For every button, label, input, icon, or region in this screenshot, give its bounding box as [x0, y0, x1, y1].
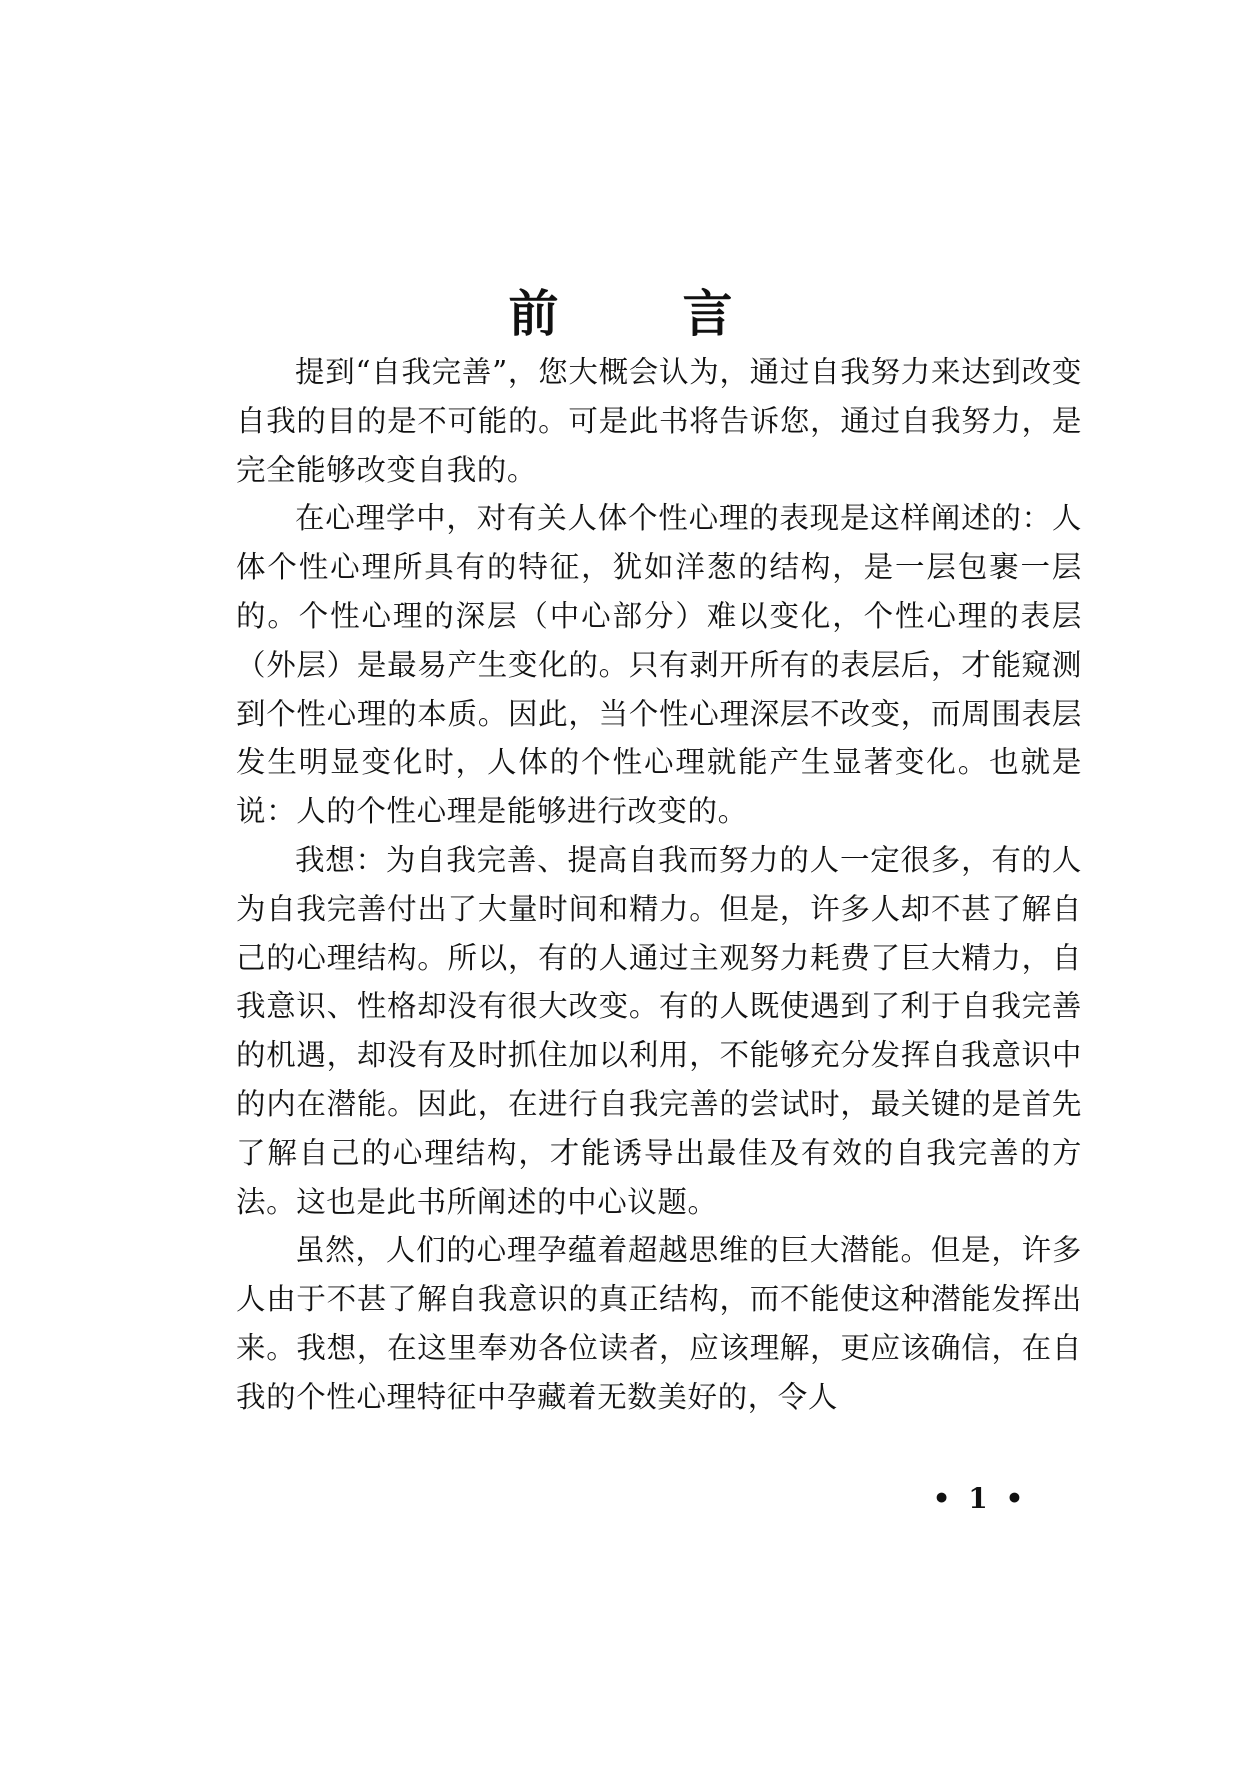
- page-number: • 1 •: [932, 1482, 1028, 1515]
- paragraph-2: 在心理学中，对有关人体个性心理的表现是这样阐述的：人体个性心理所具有的特征，犹如洋葱的结构，是一层包裹一层的。个性心理的深层（中心部分）难以变化，个性心理的表层（外层）是最易产生变化的。只有剥开所有的表层后，才能窥测到个性心理的本质。因此，当个性心理深层不改变，而周围表层发生明显变化时，人体的个性心理就能产生显著变化。也就是说：人的个性心理是能够进行改变的。: [236, 501, 1082, 829]
- paragraph-3: 我想：为自我完善、提高自我而努力的人一定很多，有的人为自我完善付出了大量时间和精力。但是，许多人却不甚了解自己的心理结构。所以，有的人通过主观努力耗费了巨大精力，自我意识、性格却没有很大改变。有的人既使遇到了利于自我完善的机遇，却没有及时抓住加以利用，不能够充分发挥自我意识中的内在潜能。因此，在进行自我完善的尝试时，最关键的是首先了解自己的心理结构，才能诱导出最佳及有效的自我完善的方法。这也是此书所阐述的中心议题。: [236, 842, 1082, 1219]
- paragraph-1: 提到“自我完善”，您大概会认为，通过自我努力来达到改变自我的目的是不可能的。可是此书将告诉您，通过自我努力，是完全能够改变自我的。: [236, 355, 1082, 487]
- preface-body: [236, 348, 1082, 1422]
- page-title: [0, 274, 1241, 346]
- title-char-2: 言: [682, 283, 733, 343]
- paragraph-4: 虽然，人们的心理孕蕴着超越思维的巨大潜能。但是，许多人由于不甚了解自我意识的真正结构，而不能使这种潜能发挥出来。我想，在这里奉劝各位读者，应该理解，更应该确信，在自我的个性心理特征中孕藏着无数美好的，令人: [236, 1233, 1082, 1414]
- title-char-1: 前: [508, 283, 559, 343]
